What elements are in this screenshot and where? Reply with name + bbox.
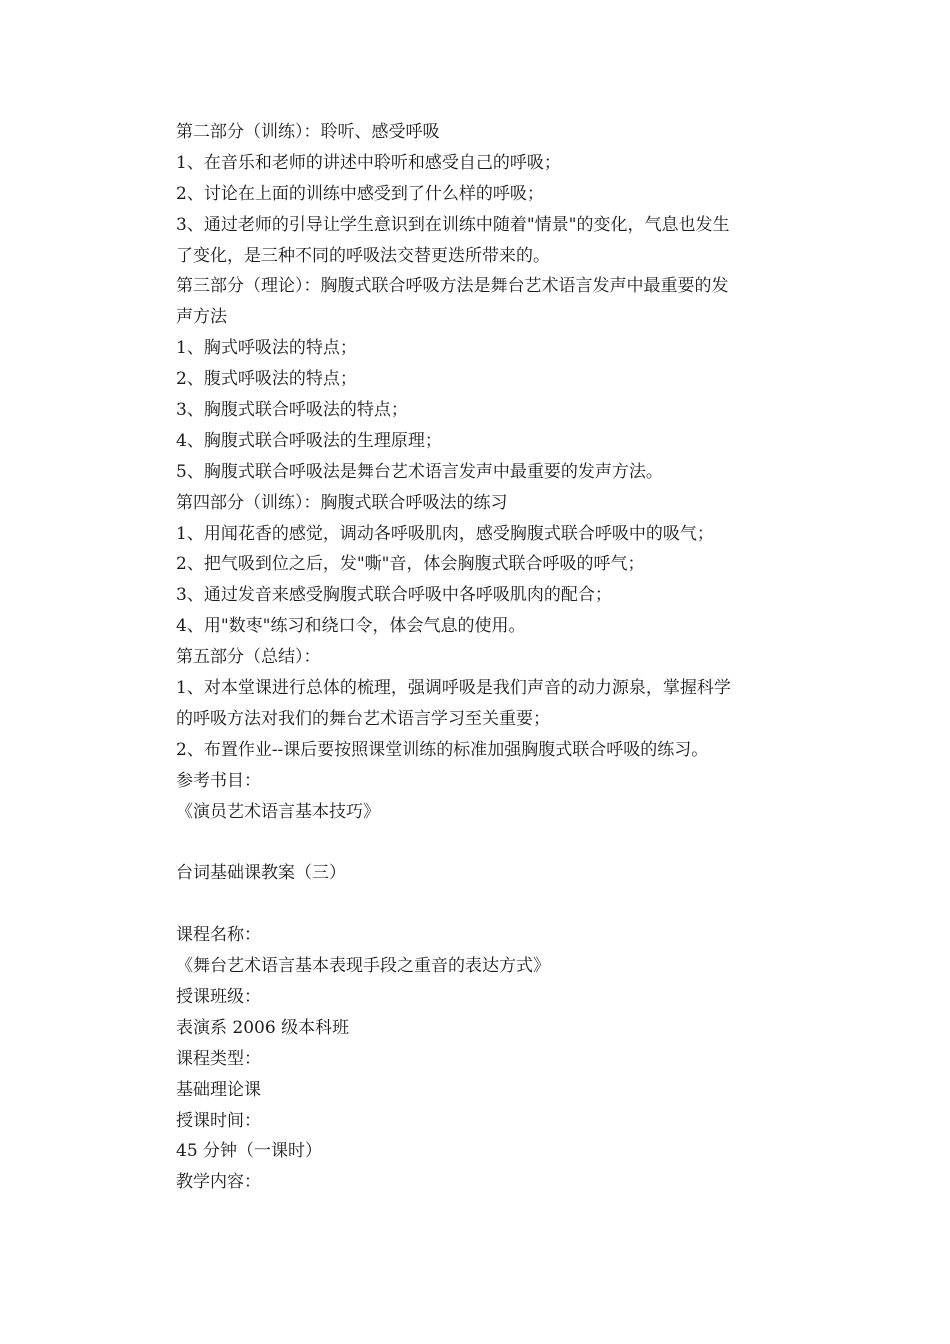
class-value: 表演系 2006 级本科班 [176,1017,350,1038]
part4-item-1: 1、用闻花香的感觉，调动各呼吸肌肉，感受胸腹式联合呼吸中的吸气； [176,523,714,544]
spacer [176,827,786,858]
part5-item-2: 2、布置作业--课后要按照课堂训练的标准加强胸腹式联合呼吸的练习。 [176,739,709,760]
part2-heading: 第二部分（训练）：聆听、感受呼吸 [176,122,440,142]
content-label: 教学内容： [176,1172,261,1193]
part2-item-2: 2、讨论在上面的训练中感受到了什么样的呼吸； [176,183,544,204]
part2-item-3: 3、通过老师的引导让学生意识到在训练中随着"情景"的变化，气息也发生 [176,214,730,235]
part4-item-4: 4、用"数枣"练习和绕口令，体会气息的使用。 [176,616,526,637]
part5-heading: 第五部分（总结）： [176,647,321,668]
part3-item-3: 3、胸腹式联合呼吸法的特点； [176,400,408,421]
part3-heading-continued: 声方法 [176,307,227,328]
part4-item-2: 2、把气吸到位之后，发"嘶"音，体会胸腹式联合呼吸的呼气； [176,554,645,575]
part4-heading: 第四部分（训练）：胸腹式联合呼吸法的练习 [176,492,508,513]
references-label: 参考书目： [176,770,261,791]
part3-item-4: 4、胸腹式联合呼吸法的生理原理； [176,430,442,451]
class-label: 授课班级： [176,986,261,1007]
course-type-value: 基础理论课 [176,1079,261,1100]
time-label: 授课时间： [176,1110,261,1131]
part5-item-1: 1、对本堂课进行总体的梳理，强调呼吸是我们声音的动力源泉，掌握科学 [176,678,731,699]
part3-item-1: 1、胸式呼吸法的特点； [176,338,357,359]
time-value: 45 分钟（一课时） [176,1141,323,1162]
part3-item-2: 2、腹式呼吸法的特点； [176,369,357,390]
part2-item-1: 1、在音乐和老师的讲述中聆听和感受自己的呼吸； [176,152,561,173]
course-name-label: 课程名称： [176,925,261,946]
spacer [176,889,786,920]
lesson-title: 台词基础课教案（三） [176,863,346,884]
part3-heading: 第三部分（理论）：胸腹式联合呼吸方法是舞台艺术语言发声中最重要的发 [176,276,729,297]
part3-item-5: 5、胸腹式联合呼吸法是舞台艺术语言发声中最重要的发声方法。 [176,461,663,482]
document-page [176,117,786,1198]
course-name-value: 《舞台艺术语言基本表现手段之重音的表达方式》 [176,956,550,977]
reference-book: 《演员艺术语言基本技巧》 [176,801,380,822]
part2-item-3-continued: 了变化，是三种不同的呼吸法交替更迭所带来的。 [176,245,550,266]
part4-item-3: 3、通过发音来感受胸腹式联合呼吸中各呼吸肌肉的配合； [176,585,612,606]
part5-item-1-continued: 的呼吸方法对我们的舞台艺术语言学习至关重要； [176,708,550,729]
course-type-label: 课程类型： [176,1048,261,1069]
